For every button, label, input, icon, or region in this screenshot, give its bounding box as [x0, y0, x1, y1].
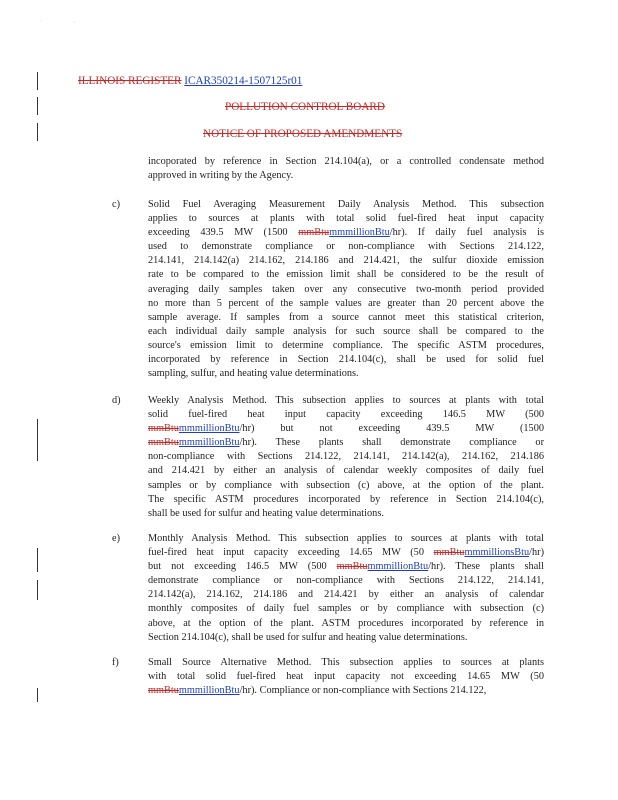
text-run: /hr): [529, 547, 544, 559]
text-line: Solid Fuel Averaging Measurement Daily Analysis Method. This subsection: [148, 199, 544, 210]
scan-mark: ˙: [40, 20, 42, 26]
text-line: no more than 5 percent of the sample values are greater than 20 percent above the: [148, 297, 544, 309]
text-line: [148, 436, 544, 450]
text-run: /hr). These plants shall demonstrate compliance or: [239, 437, 544, 449]
change-bar: [37, 72, 38, 90]
section-d-label: d): [112, 395, 121, 406]
deleted-text: mmBtu: [433, 547, 465, 559]
section-c-paragraph: [148, 198, 544, 381]
inserted-text: mmmillionBtu: [367, 561, 429, 573]
text-line: demonstrate compliance or non-compliance with Sections 214.122, 214.141,: [148, 575, 544, 587]
text-line: non-compliance with Sections 214.122, 214.141, 214.142(a), 214.162, 214.186: [148, 451, 544, 463]
text-line: samples or by compliance with subsection (c) above, at the option of the plant.: [148, 479, 544, 491]
change-bar: [37, 580, 38, 600]
text-line: averaging daily samples taken over any consecutive two-month period provided: [148, 283, 544, 295]
text-line: and 214.421 by either an analysis of calendar weekly composites of daily fuel: [148, 465, 544, 477]
text-line: 214.141, 214.142(a) 214.162, 214.186 and 214.421, the sulfur dioxide emission: [148, 255, 544, 267]
register-header: [78, 74, 302, 88]
deleted-text: mmBtu: [148, 685, 179, 697]
section-e-paragraph: [148, 532, 544, 645]
text-line: Small Source Alternative Method. This subsection applies to sources at plants: [148, 657, 544, 668]
text-line: [148, 422, 544, 436]
text-run: /hr). These plants shall: [428, 561, 544, 573]
intro-paragraph: [148, 155, 544, 183]
text-line: above, at the option of the plant. ASTM procedures incorporated by reference in: [148, 617, 544, 629]
change-bar: [37, 419, 38, 461]
change-bar: [37, 123, 38, 141]
inserted-text: mmmillionBtu: [178, 685, 240, 697]
text-line: rate to be compared to the emission limit shall be considered to be the result of: [148, 269, 544, 281]
text-line: Section 214.104(c), shall be used for sulfur and heating value determinations.: [148, 631, 468, 643]
text-run: but not exceeding 146.5 MW (500: [148, 561, 337, 573]
text-line: [148, 226, 544, 240]
text-line: approved in writing by the Agency.: [148, 170, 294, 182]
section-c-label: c): [112, 199, 120, 210]
scan-mark: ·: [73, 20, 75, 26]
text-run: fuel-fired heat input capacity exceeding 14.65 MW (50: [148, 547, 434, 559]
text-line: The specific ASTM procedures incorporated by reference in Section 214.104(c),: [148, 493, 544, 505]
text-line: [148, 560, 544, 574]
deleted-text: mmBtu: [148, 437, 179, 449]
text-line: each individual daily sample analysis for such source shall be compared to the: [148, 325, 544, 337]
inserted-text: mmmillionBtu: [329, 227, 390, 239]
text-line: 214.142(a), 214.162, 214.186 and 214.421 by either an analysis of calendar: [148, 589, 544, 601]
text-line: applies to sources at plants with total solid fuel-fired heat input capacity: [148, 213, 544, 225]
text-run: /hr). If daily fuel analysis is: [389, 227, 544, 239]
section-e-label: e): [112, 533, 120, 544]
text-line: sampling, sulfur, and heating value determinations.: [148, 368, 359, 380]
text-line: solid fuel-fired heat input capacity exceeding 146.5 MW (500: [148, 409, 544, 421]
section-f-label: f): [112, 657, 119, 668]
text-line: sample average. If samples from a source cannot meet this statistical criterion,: [148, 311, 544, 323]
section-d-paragraph: [148, 394, 544, 521]
text-line: incorporated by reference in Section 214.104(c), shall be used for solid fuel: [148, 354, 544, 366]
text-line: [148, 684, 544, 698]
register-inserted: ICAR350214-1507125r01: [184, 75, 303, 87]
text-line: used to demonstrate compliance or non-compliance with Sections 214.122,: [148, 241, 544, 253]
text-line: Monthly Analysis Method. This subsection applies to sources at plants with total: [148, 533, 544, 544]
deleted-text: mmBtu: [298, 227, 330, 239]
text-line: shall be used for sulfur and heating value determinations.: [148, 507, 384, 519]
text-line: incoporated by reference in Section 214.104(a), or a controlled condensate method: [148, 156, 544, 167]
section-f-paragraph: [148, 656, 544, 698]
text-line: with total solid fuel-fired heat input capacity not exceeding 14.65 MW (50: [148, 671, 544, 683]
board-header: POLLUTION CONTROL BOARD: [225, 101, 385, 113]
change-bar: [37, 548, 38, 572]
text-line: source's emission limit to determine compliance. The specific ASTM procedures,: [148, 339, 544, 351]
text-line: monthly composites of daily fuel samples or by compliance with subsection (c): [148, 603, 544, 615]
text-line: Weekly Analysis Method. This subsection applies to sources at plants with total: [148, 395, 544, 406]
text-run: /hr). Compliance or non-compliance with Sections 214.122,: [239, 685, 487, 697]
text-line: [148, 546, 544, 560]
notice-header: NOTICE OF PROPOSED AMENDMENTS: [203, 128, 403, 140]
change-bar: [37, 688, 38, 702]
register-deleted: ILLINOIS REGISTER: [78, 75, 182, 87]
deleted-text: mmBtu: [336, 561, 368, 573]
text-run: /hr) but not exceeding 439.5 MW (1500: [239, 423, 544, 435]
inserted-text: mmmillionsBtu: [464, 547, 530, 559]
deleted-text: mmBtu: [148, 423, 179, 435]
inserted-text: mmmillionBtu: [178, 423, 240, 435]
text-run: exceeding 439.5 MW (1500: [148, 227, 299, 239]
change-bar: [37, 97, 38, 115]
inserted-text: mmmillionBtu: [178, 437, 240, 449]
